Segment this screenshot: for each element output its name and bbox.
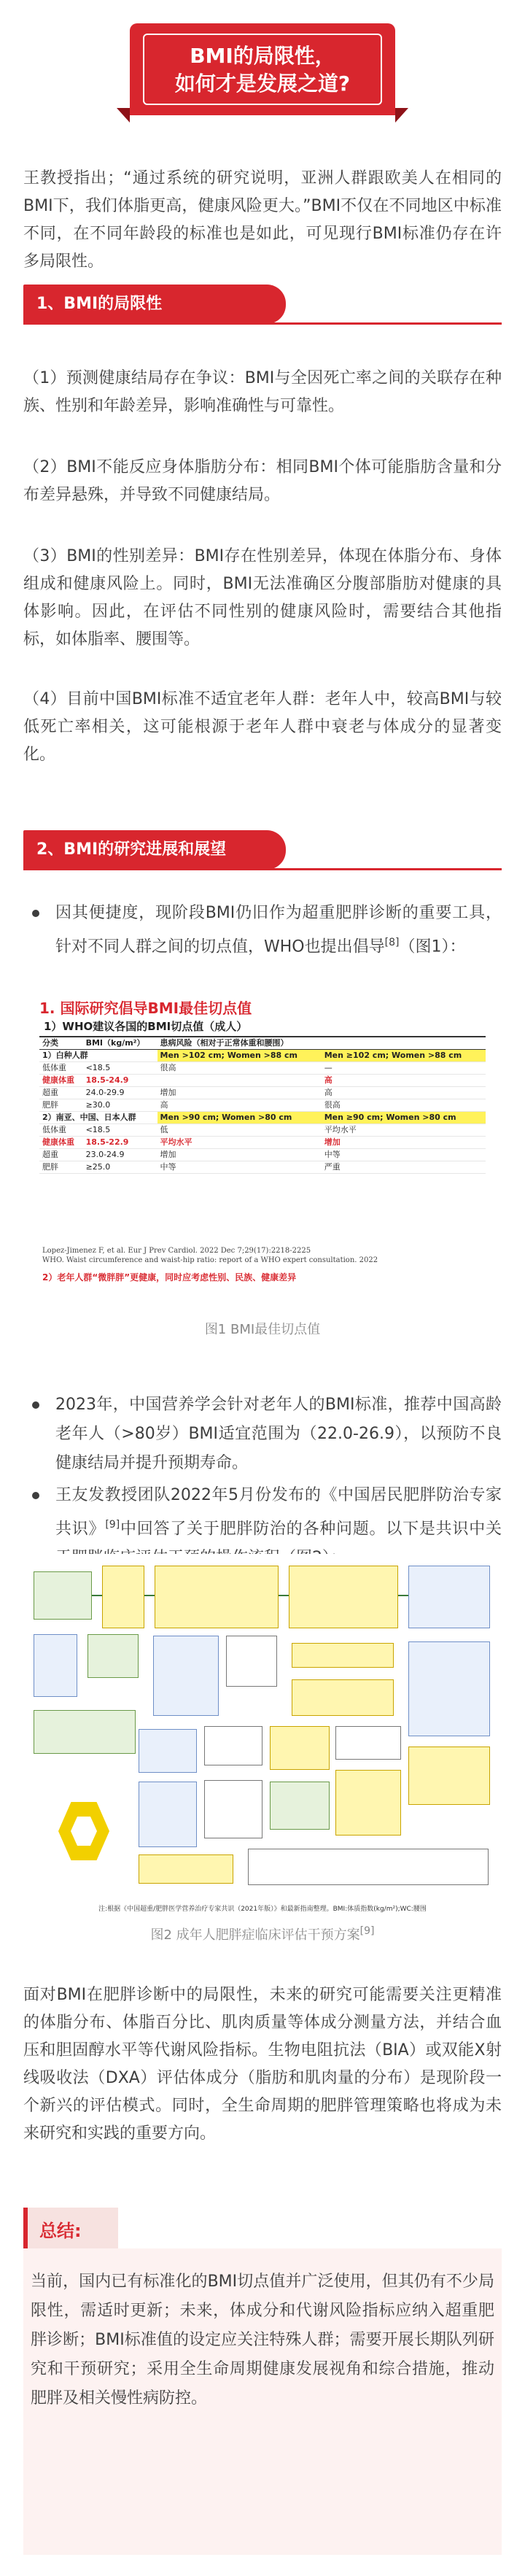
- table-cell: 平均水平: [322, 1124, 486, 1137]
- flow-node: [408, 1747, 490, 1805]
- table-row: [39, 1087, 486, 1099]
- table-group-row: [39, 1112, 486, 1124]
- summary-box: [23, 2248, 502, 2555]
- table-cell: 增加: [158, 1087, 322, 1099]
- flow-node: [292, 1643, 394, 1668]
- flow-node: [292, 1679, 394, 1716]
- section1-point-4: （4）目前中国BMI标准不适宜老年人群：老年人中，较高BMI与较低死亡率相关，这可能根源于老年人群中衰老与体成分的显著变化。: [23, 690, 502, 764]
- table-group-label: 2）南亚、中国、日本人群: [39, 1112, 158, 1124]
- flow-node: [335, 1726, 401, 1760]
- flow-node: [102, 1566, 144, 1628]
- banner-title-line1: BMI的局限性，: [190, 44, 335, 68]
- table-cell: —: [322, 1062, 486, 1075]
- flow-node: [408, 1641, 490, 1736]
- figure-2-obesity-flowchart: [29, 1554, 496, 1916]
- table-cell: 18.5-24.9: [83, 1075, 158, 1087]
- table-cell: 严重: [322, 1161, 486, 1174]
- bullet-dot-1: [32, 910, 39, 917]
- flow-arrow: [398, 1595, 408, 1596]
- flow-node: [270, 1726, 330, 1770]
- section1-heading-text: 1、BMI的局限性: [36, 295, 163, 313]
- bullet-dot-2: [32, 1401, 39, 1409]
- flow-node: [248, 1849, 489, 1885]
- table-row: [39, 1149, 486, 1161]
- bullet-1-text: 因其便捷度，现阶段BMI仍旧作为超重肥胖诊断的重要工具，针对不同人群之间的切点值，WHO也提出倡导: [55, 904, 502, 956]
- banner-title: [130, 42, 395, 98]
- section1-point-2: （2）BMI不能反应身体脂肪分布：相同BMI个体可能脂肪含量和分布差异悬殊，并导致不同健康结局。: [23, 458, 502, 504]
- bullet-1: [55, 899, 502, 962]
- table-header-cell: BMI（kg/m²）: [83, 1037, 158, 1050]
- summary-text: 当前，国内已有标准化的BMI切点值并广泛使用，但其仍有不少局限性，需适时更新；未来，体成分和代谢风险指标应纳入超重肥胖诊断；BMI标准值的设定应关注特殊人群；需要开展长期队列研究和干预研究；采用全生命周期健康发展视角和综合措施，推动肥胖及相关慢性病防控。: [31, 2273, 494, 2407]
- summary-tag-bar: [23, 2208, 28, 2248]
- table-waist-label: Men >102 cm; Women >88 cm: [158, 1050, 322, 1062]
- figure1-references: [42, 1246, 480, 1265]
- table-cell: 很高: [158, 1062, 322, 1075]
- figure1-subtitle: 1）WHO建议各国的BMI切点值（成人）: [44, 1020, 248, 1033]
- table-cell: ≥25.0: [83, 1161, 158, 1174]
- figure2-footnote: 注:根据《中国超重/肥胖医学营养治疗专家共识（2021年版）》和最新指南整理。BMI:体质指数(kg/m²);WC:腰围: [98, 1906, 427, 1913]
- flow-arrow: [279, 1595, 289, 1596]
- table-header-cell: 患病风险（相对于正常体重和腰围）: [158, 1037, 486, 1050]
- table-cell: 高: [322, 1087, 486, 1099]
- table-header-cell: 分类: [39, 1037, 83, 1050]
- table-cell: 24.0-29.9: [83, 1087, 158, 1099]
- flow-node: [270, 1782, 330, 1830]
- bullet-1-ref[interactable]: [8]: [384, 937, 400, 948]
- banner-title-line2: 如何才是发展之道?: [174, 71, 351, 96]
- table-cell: 肥胖: [39, 1099, 83, 1112]
- flow-node: [139, 1854, 233, 1884]
- figure2-caption-text: 图2 成年人肥胖症临床评估干预方案: [150, 1927, 360, 1943]
- section1-rule: [23, 322, 502, 325]
- section1-point-3: （3）BMI的性别差异：BMI存在性别差异，体现在体脂分布、身体组成和健康风险上。同时，BMI无法准确区分腹部脂肪对健康的具体影响。因此，在评估不同性别的健康风险时，需要结合其他指标，如体脂率、腰围等。: [23, 547, 502, 649]
- table-cell: <18.5: [83, 1062, 158, 1075]
- intro-paragraph: 王教授指出；“通过系统的研究说明，亚洲人群跟欧美人在相同的BMI下，我们体脂更高，健康风险更大。”BMI不仅在不同地区中标准不同，在不同年龄段的标准也是如此，可见现行BMI标准仍存在许多局限性。: [23, 169, 502, 271]
- flow-node: [226, 1636, 277, 1687]
- table-cell: 平均水平: [158, 1137, 322, 1149]
- section1-point-1: （1）预测健康结局存在争议：BMI与全因死亡率之间的关联存在种族、性别和年龄差异，影响准确性与可靠性。: [23, 369, 502, 415]
- section2-rule: [23, 868, 502, 870]
- figure1-ref-2: WHO. Waist circumference and waist-hip ratio: report of a WHO expert consultation. 2022: [42, 1256, 378, 1264]
- table-cell: ≥30.0: [83, 1099, 158, 1112]
- table-cell: 超重: [39, 1087, 83, 1099]
- bmi-cutoff-table: [39, 1036, 486, 1174]
- banner-ribbon-left: [117, 108, 130, 123]
- flow-node: [408, 1566, 490, 1628]
- table-row: [39, 1124, 486, 1137]
- table-waist-label: Men >90 cm; Women >80 cm: [158, 1112, 322, 1124]
- bullet-3-ref[interactable]: [9]: [105, 1519, 120, 1531]
- table-cell: 低体重: [39, 1062, 83, 1075]
- table-cell: 18.5-22.9: [83, 1137, 158, 1149]
- table-row: [39, 1075, 486, 1087]
- summary-tag: [23, 2208, 118, 2248]
- table-cell: 高: [322, 1075, 486, 1087]
- table-cell: 23.0-24.9: [83, 1149, 158, 1161]
- table-header-row: [39, 1037, 486, 1050]
- flow-node: [335, 1770, 401, 1836]
- table-group-label: 1）白种人群: [39, 1050, 158, 1062]
- summary-tag-text: 总结:: [39, 2221, 82, 2241]
- bullet-3-text: 王友发教授团队2022年5月份发布的《中国居民肥胖防治专家共识》: [55, 1486, 502, 1539]
- flow-arrow: [92, 1595, 102, 1596]
- table-cell: 中等: [158, 1161, 322, 1174]
- figure1-title: 1. 国际研究倡导BMI最佳切点值: [39, 999, 252, 1017]
- figure2-caption-ref[interactable]: [9]: [359, 1925, 375, 1937]
- flow-node: [153, 1636, 219, 1716]
- bullet-3-tail: 中回答了关于肥胖防治的各种问题。以下是共识中关: [120, 1520, 502, 1539]
- table-cell: 增加: [322, 1137, 486, 1149]
- table-cell: 肥胖: [39, 1161, 83, 1174]
- table-row: [39, 1137, 486, 1149]
- bullet-1-tail: （图1）：: [399, 937, 466, 956]
- table-cell: <18.5: [83, 1124, 158, 1137]
- closing-paragraph: 面对BMI在肥胖诊断中的局限性，未来的研究可能需要关注更精准的体脂分布、体脂百分比、肌肉质量等体成分测量方法，并结合血压和胆固醇水平等代谢风险指标。生物电阻抗法（BIA）或双能X射线吸收法（DXA）评估体成分（脂肪和肌肉量的分布）是现阶段一个新兴的评估模式。同时，全生命周期的肥胖管理策略也将成为未来研究和实践的重要方向。: [23, 1986, 502, 2143]
- table-row: [39, 1062, 486, 1075]
- bullet-dot-3: [32, 1492, 39, 1499]
- figure1-ref-1: Lopez-Jimenez F, et al. Eur J Prev Cardiol. 2022 Dec 7;29(17):2218-2225: [42, 1247, 311, 1255]
- figure1-note: 2）老年人群“微胖胖”更健康，同时应考虑性别、民族、健康差异: [42, 1272, 297, 1283]
- table-cell: 高: [158, 1099, 322, 1112]
- table-cell: 中等: [322, 1149, 486, 1161]
- table-cell: 健康体重: [39, 1137, 83, 1149]
- title-banner: [130, 23, 395, 124]
- section2-heading: [23, 830, 286, 870]
- table-cell: 低体重: [39, 1124, 83, 1137]
- section2-heading-text: 2、BMI的研究进展和展望: [36, 840, 227, 859]
- flow-node: [34, 1571, 92, 1620]
- bullet-2: 2023年，中国营养学会针对老年人的BMI标准，推荐中国高龄老年人（>80岁）BMI适宜范围为（22.0-26.9），以预防不良健康结局并提升预期寿命。: [55, 1396, 502, 1472]
- flow-node: [155, 1566, 279, 1628]
- flow-node: [34, 1710, 136, 1754]
- banner-ribbon-right: [395, 108, 408, 123]
- table-cell: 低: [158, 1124, 322, 1137]
- table-cell: 超重: [39, 1149, 83, 1161]
- table-cell: [158, 1075, 322, 1087]
- table-waist-label: Men ≥90 cm; Women >80 cm: [322, 1112, 486, 1124]
- table-row: [39, 1099, 486, 1112]
- table-cell: 健康体重: [39, 1075, 83, 1087]
- flow-node: [204, 1726, 262, 1765]
- section1-heading: [23, 285, 286, 324]
- flow-node: [139, 1782, 197, 1847]
- table-cell: 很高: [322, 1099, 486, 1112]
- flow-node: [34, 1634, 77, 1697]
- figure2-caption: [23, 1922, 502, 1945]
- flow-node: [88, 1634, 139, 1678]
- flow-node: [139, 1729, 197, 1773]
- flow-node: [289, 1566, 398, 1628]
- table-row: [39, 1161, 486, 1174]
- table-cell: 增加: [158, 1149, 322, 1161]
- table-group-row: [39, 1050, 486, 1062]
- figure1-caption: 图1 BMI最佳切点值: [204, 1322, 321, 1337]
- table-waist-label: Men ≥102 cm; Women >88 cm: [322, 1050, 486, 1062]
- flow-arrow: [144, 1595, 155, 1596]
- figure-1-bmi-cutoffs: [29, 991, 496, 1313]
- flow-node: [204, 1780, 262, 1838]
